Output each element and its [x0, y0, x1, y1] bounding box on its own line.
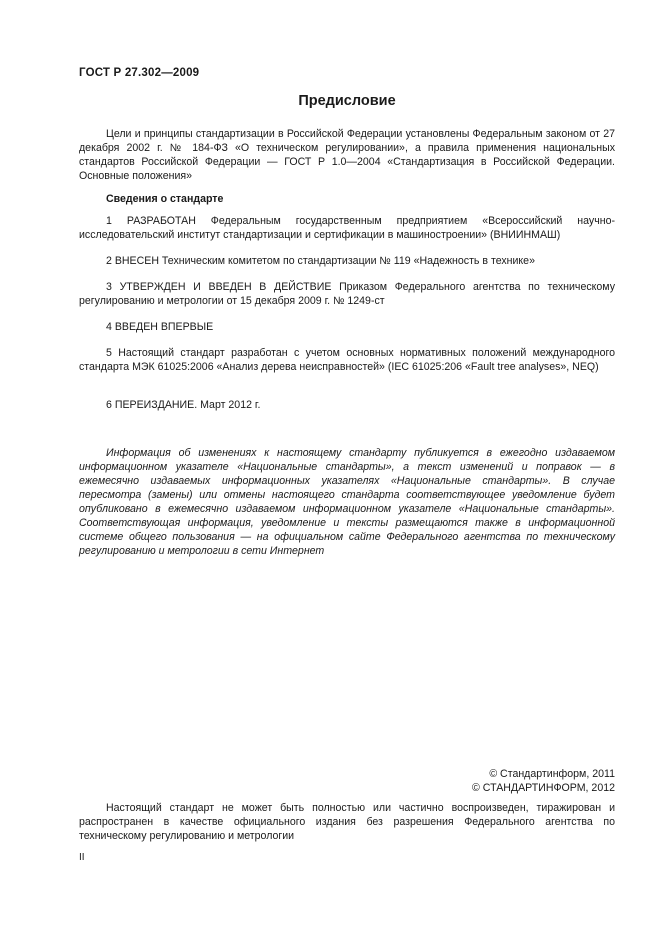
info-item-4: 4 ВВЕДЕН ВПЕРВЫЕ [106, 321, 214, 333]
info-heading: Сведения о стандарте [106, 193, 224, 205]
page-title: Предисловие [298, 93, 396, 109]
intro-paragraph: Цели и принципы стандартизации в Российской Федерации установлены Федеральным законом от 27 декабря 2002 г. № 184-ФЗ «О техническом регулировании», а правила применения национальных стандартов Российской Федерации — ГОСТ Р 1.0—2004 «Стандартизация в Российской Федерации. Основные положения» [79, 128, 615, 182]
reproduction-notice: Настоящий стандарт не может быть полностью или частично воспроизведен, тиражирован и распространен в качестве официального издания без разрешения Федерального агентства по техническому регулированию и метрологии [79, 802, 615, 842]
copyright-block [472, 767, 615, 795]
copyright-line-2: © СТАНДАРТИНФОРМ, 2012 [472, 782, 615, 794]
info-item-5: 5 Настоящий стандарт разработан с учетом основных нормативных положений международного стандарта МЭК 61025:2006 «Анализ дерева неисправностей» (IEC 61025:206 «Fault tree analyses», NEQ) [79, 347, 615, 373]
standard-code-header: ГОСТ Р 27.302—2009 [79, 67, 200, 79]
info-item-1: 1 РАЗРАБОТАН Федеральным государственным предприятием «Всероссийский научно-исследовательский институт стандартизации и сертификации в машиностроении» (ВНИИНМАШ) [79, 215, 615, 241]
info-item-6: 6 ПЕРЕИЗДАНИЕ. Март 2012 г. [106, 399, 261, 411]
info-item-2: 2 ВНЕСЕН Техническим комитетом по стандартизации № 119 «Надежность в технике» [106, 255, 535, 267]
page-number: II [79, 852, 85, 863]
change-notice-paragraph: Информация об изменениях к настоящему стандарту публикуется в ежегодно издаваемом информационном указателе «Национальные стандарты», а текст изменений и поправок — в ежемесячно издаваемых информационных указателях «Национальные стандарты». В случае пересмотра (замены) или отмены настоящего стандарта соответствующее уведомление будет опубликовано в ежемесячно издаваемом информационном указателе «Национальные стандарты». Соответствующая информация, уведомление и тексты размещаются также в информационной системе общего пользования — на официальном сайте Федерального агентства по техническому регулированию и метрологии в сети Интернет [79, 447, 615, 557]
info-item-3: 3 УТВЕРЖДЕН И ВВЕДЕН В ДЕЙСТВИЕ Приказом Федерального агентства по техническому регулированию и метрологии от 15 декабря 2009 г. № 1249-ст [79, 281, 615, 307]
copyright-line-1: © Стандартинформ, 2011 [489, 768, 615, 780]
